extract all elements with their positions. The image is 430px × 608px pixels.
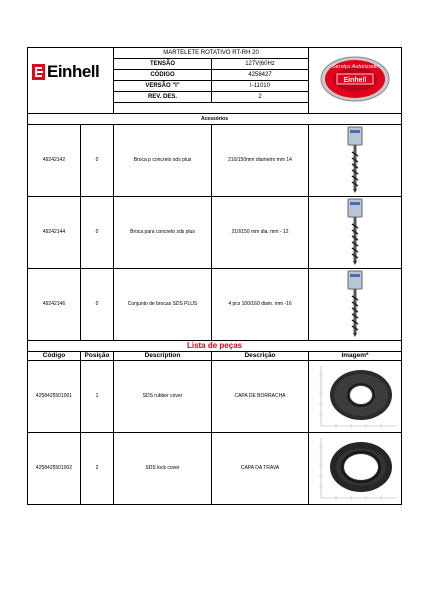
part-row — [28, 432, 402, 504]
part-position: 2 — [81, 432, 114, 504]
part-description-pt: CAPA DA TRAVA — [212, 432, 309, 504]
part-image — [309, 432, 402, 504]
seal-brand-text: Einhell — [343, 77, 367, 84]
accessory-spec: 210/150mm diametro mm 14 — [212, 124, 309, 196]
parts-table — [27, 340, 402, 505]
lock-cover-icon — [311, 434, 399, 502]
einhell-logo — [32, 62, 99, 82]
product-title: MARTELETE ROTATIVO RT-RH 20 — [114, 48, 309, 59]
authorized-service-seal-icon — [319, 54, 391, 104]
accessory-image — [309, 124, 402, 196]
rubber-cover-icon — [311, 362, 399, 430]
accessory-description: Conjunto de brocas SDS PLUS — [114, 268, 212, 340]
part-image — [309, 360, 402, 432]
accessory-description: Broca para concreto sds plus — [114, 196, 212, 268]
accessory-row — [28, 268, 402, 340]
revision-label: REV. DES. — [114, 92, 212, 103]
part-code: 4258425501001 — [28, 360, 81, 432]
voltage-value: 127V|60Hz — [212, 59, 309, 70]
code-value: 4258427 — [212, 70, 309, 81]
einhell-e-icon — [32, 64, 45, 80]
part-description-en: SDS lock cover — [114, 432, 212, 504]
part-code: 4258425501002 — [28, 432, 81, 504]
accessory-qty: 0 — [81, 196, 114, 268]
voltage-label: TENSÃO — [114, 59, 212, 70]
accessory-spec: 4 pcs 100/160 diam. mm -16 — [212, 268, 309, 340]
brand-name: Einhell — [47, 62, 100, 81]
part-description-en: SDS rubber cover — [114, 360, 212, 432]
accessory-image — [309, 196, 402, 268]
column-header: Posição — [81, 351, 114, 360]
revision-value: 2 — [212, 92, 309, 103]
part-position: 1 — [81, 360, 114, 432]
part-row — [28, 360, 402, 432]
version-value: I-11010 — [212, 81, 309, 92]
parts-sheet — [27, 47, 401, 505]
accessory-code: 49242144 — [28, 196, 81, 268]
accessory-code: 49242146 — [28, 268, 81, 340]
accessory-qty: 0 — [81, 124, 114, 196]
code-label: CÓDIGO — [114, 70, 212, 81]
brand-logo-cell — [28, 48, 114, 114]
seal-cell — [309, 48, 402, 114]
drill-bit-icon — [345, 198, 365, 266]
accessory-qty: 0 — [81, 268, 114, 340]
seal-top-text: Serviço Autorizado — [332, 64, 378, 70]
column-header: Descrição — [212, 351, 309, 360]
column-header: Description — [114, 351, 212, 360]
drill-bit-icon — [345, 126, 365, 194]
accessory-spec: 210/150 mm dia. mm - 12 — [212, 196, 309, 268]
part-description-pt: CAPA DE BORRACHA — [212, 360, 309, 432]
accessory-description: Broca p concreto sds plus — [114, 124, 212, 196]
parts-title: Lista de peças — [28, 340, 402, 351]
accessory-row — [28, 124, 402, 196]
accessory-row — [28, 196, 402, 268]
version-label: VERSÃO "I" — [114, 81, 212, 92]
accessory-image — [309, 268, 402, 340]
accessories-title: Acessórios — [28, 113, 402, 124]
header-table — [27, 47, 402, 114]
parts-header-row — [28, 351, 402, 360]
column-header: Imagem* — [309, 351, 402, 360]
drill-bit-set-icon — [345, 270, 365, 338]
accessory-code: 49242142 — [28, 124, 81, 196]
accessories-table — [27, 113, 402, 341]
column-header: Código — [28, 351, 81, 360]
header-spacer — [114, 103, 309, 114]
